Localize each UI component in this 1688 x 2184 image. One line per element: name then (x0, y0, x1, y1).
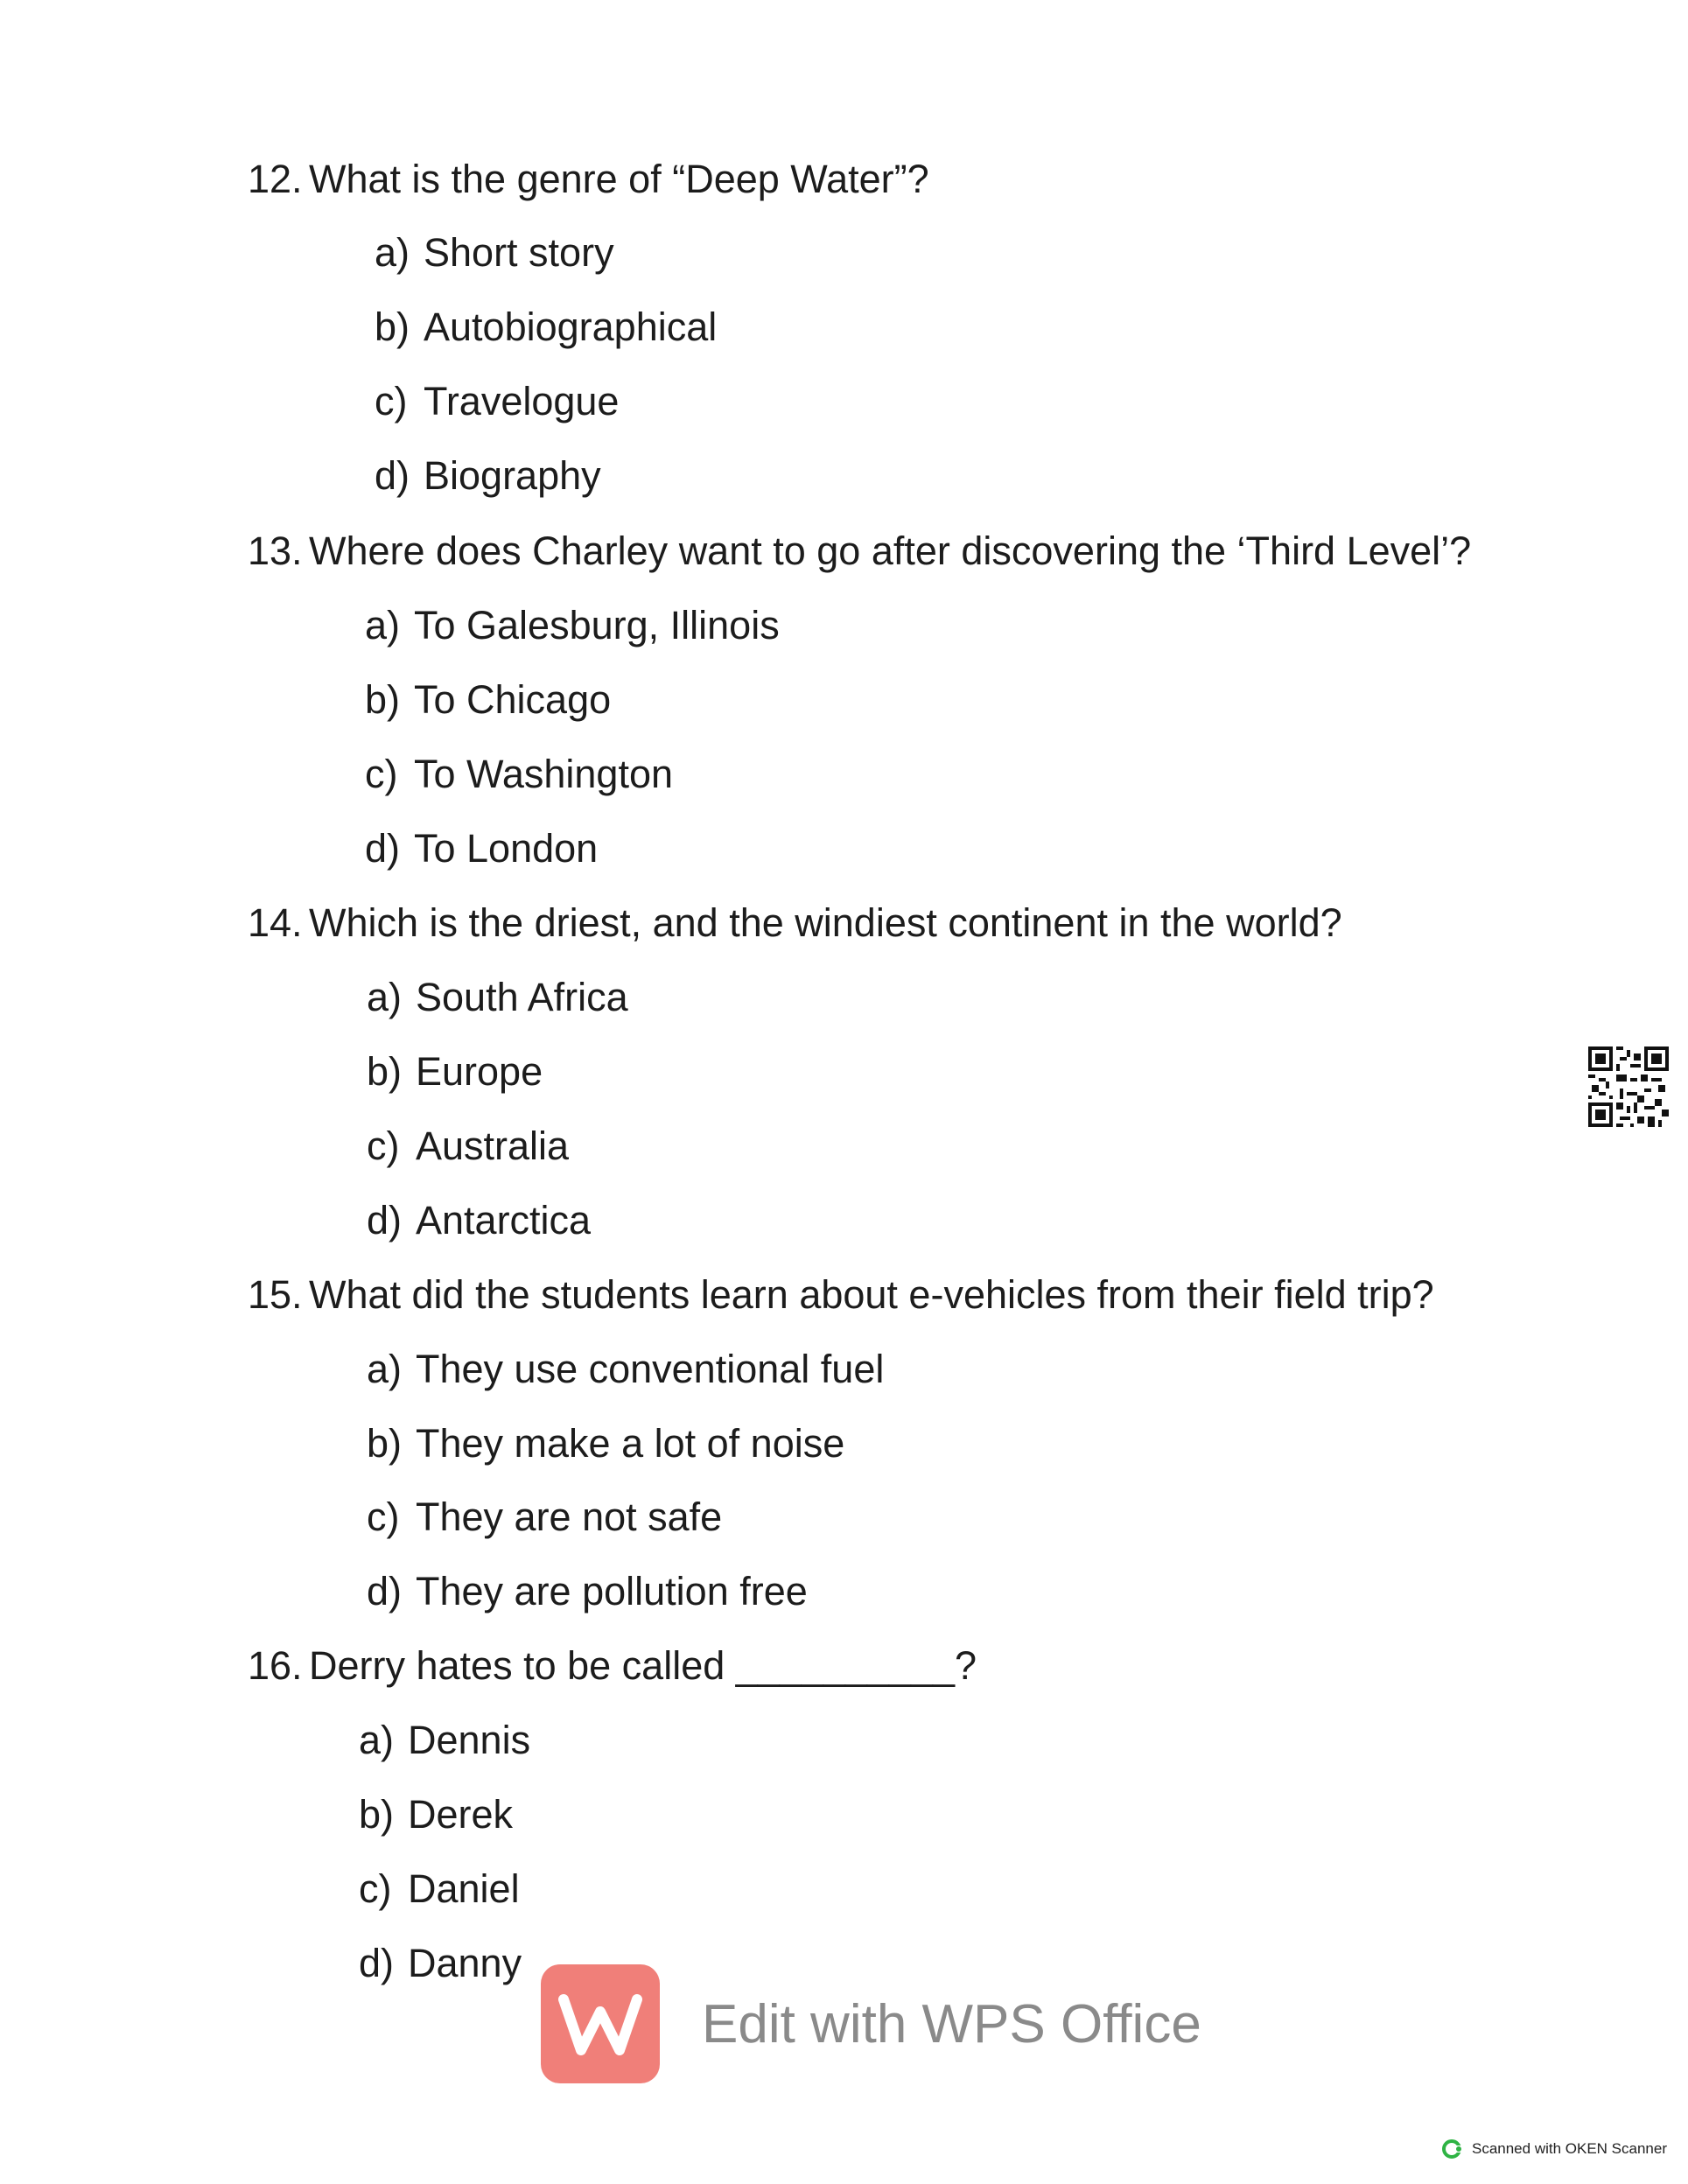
question-number: 16. (248, 1643, 303, 1688)
option-letter: c) (359, 1866, 392, 1911)
option-letter: a) (375, 230, 410, 275)
question-number: 15. (248, 1272, 303, 1317)
option-letter: c) (375, 379, 408, 424)
option-letter: c) (367, 1494, 400, 1539)
option-letter: b) (367, 1421, 403, 1466)
option-text: South Africa (416, 975, 628, 1019)
option-16b (359, 1792, 514, 1837)
option-12c (375, 379, 620, 424)
wps-watermark-text: Edit with WPS Office (702, 1993, 1201, 2054)
question-13 (248, 528, 1472, 573)
scanner-text: Scanned with OKEN Scanner (1471, 2140, 1667, 2157)
option-15a (367, 1349, 884, 1389)
option-letter: a) (359, 1718, 395, 1762)
option-14a (367, 977, 628, 1017)
question-12 (248, 159, 929, 199)
option-letter: b) (375, 304, 410, 349)
option-text: Autobiographical (424, 304, 718, 349)
option-16d (359, 1943, 522, 1983)
option-16a (359, 1720, 530, 1760)
option-text: Biography (424, 453, 601, 498)
question-number: 14. (248, 900, 303, 945)
option-12d (375, 453, 601, 498)
question-text: Derry hates to be called __________? (309, 1643, 977, 1688)
option-text: They make a lot of noise (416, 1421, 845, 1466)
option-text: Europe (416, 1049, 543, 1094)
question-number: 13. (248, 528, 303, 573)
option-text: Short story (424, 230, 614, 275)
option-text: Danny (408, 1941, 522, 1985)
option-13b (365, 677, 612, 722)
option-letter: a) (365, 603, 401, 648)
option-letter: d) (365, 826, 401, 871)
option-15b (367, 1421, 845, 1466)
option-text: They are not safe (416, 1494, 723, 1539)
option-12a (375, 230, 614, 275)
option-letter: d) (359, 1941, 395, 1985)
option-text: Antarctica (416, 1198, 592, 1242)
qr-code-icon (1588, 1046, 1669, 1127)
option-16c (359, 1866, 520, 1911)
option-letter: c) (365, 752, 398, 796)
question-text: What is the genre of “Deep Water”? (309, 157, 929, 201)
wps-logo-icon (541, 1964, 660, 2083)
option-12b (375, 304, 718, 349)
option-letter: a) (367, 1347, 403, 1391)
option-text: Travelogue (424, 379, 620, 424)
option-15d (367, 1569, 808, 1614)
option-14b (367, 1049, 543, 1094)
question-text: Which is the driest, and the windiest continent in the world? (309, 900, 1342, 945)
option-letter: d) (367, 1569, 403, 1614)
option-letter: b) (359, 1792, 395, 1837)
question-15 (248, 1272, 1434, 1317)
option-text: To Washington (414, 752, 673, 796)
option-text: To London (414, 826, 599, 871)
option-13d (365, 826, 599, 871)
option-text: Australia (416, 1124, 570, 1168)
option-13a (365, 603, 780, 648)
option-text: To Galesburg, Illinois (414, 603, 780, 648)
question-text: Where does Charley want to go after discovering the ‘Third Level’? (309, 528, 1472, 573)
option-text: Derek (408, 1792, 514, 1837)
wps-watermark (541, 1964, 1201, 2083)
question-number: 12. (248, 157, 303, 201)
option-text: To Chicago (414, 677, 612, 722)
option-14c (367, 1126, 569, 1166)
option-text: Dennis (408, 1718, 531, 1762)
option-15c (367, 1494, 723, 1539)
question-16 (248, 1643, 977, 1688)
option-13c (365, 754, 673, 794)
option-letter: c) (367, 1124, 400, 1168)
scanner-footer (1442, 2138, 1667, 2160)
option-letter: d) (375, 453, 410, 498)
oken-scanner-icon (1442, 2138, 1463, 2160)
option-letter: b) (365, 677, 401, 722)
option-text: They are pollution free (416, 1569, 808, 1614)
option-letter: a) (367, 975, 403, 1019)
option-letter: d) (367, 1198, 403, 1242)
option-text: Daniel (408, 1866, 520, 1911)
option-text: They use conventional fuel (416, 1347, 885, 1391)
option-14d (367, 1200, 591, 1240)
question-text: What did the students learn about e-vehicles from their field trip? (309, 1272, 1434, 1317)
option-letter: b) (367, 1049, 403, 1094)
question-14 (248, 900, 1342, 945)
